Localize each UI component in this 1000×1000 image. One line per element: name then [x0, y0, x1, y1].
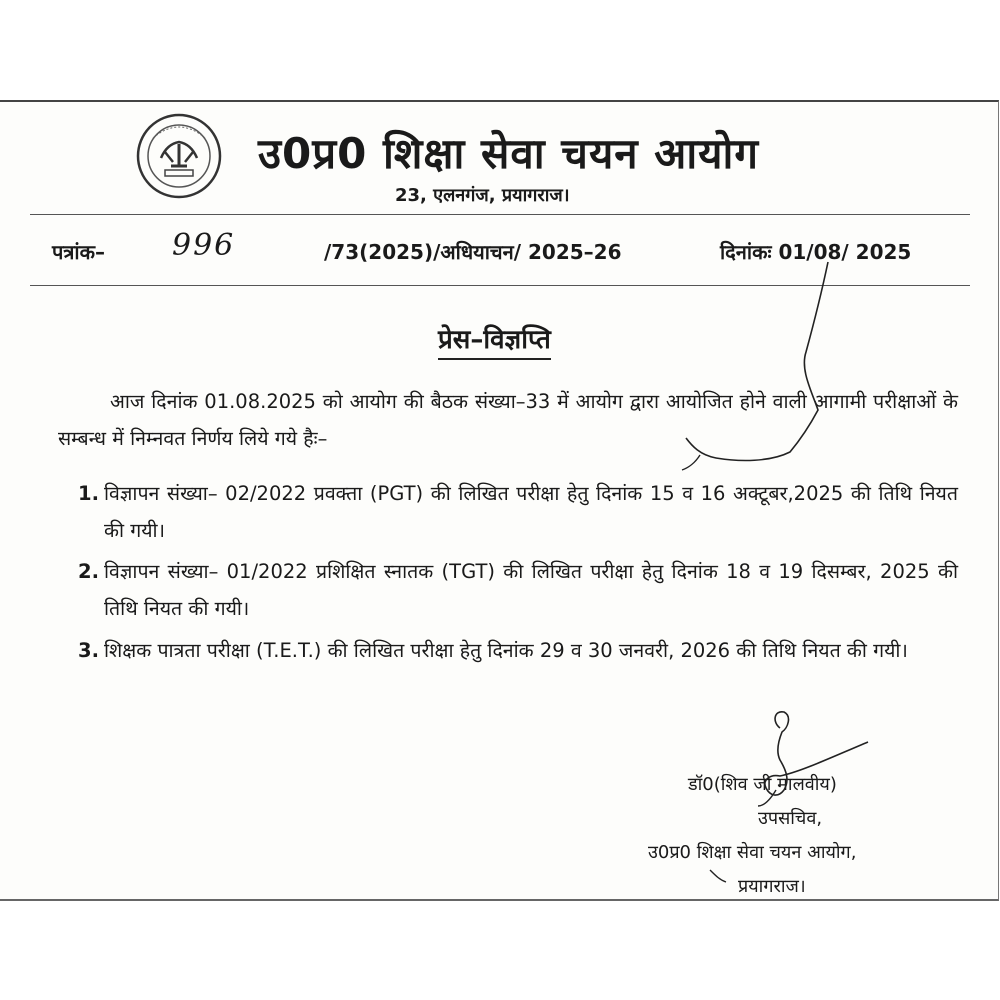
reference-divider [30, 285, 970, 286]
signatory-name: डॉ0(शिव जी मालवीय) [688, 774, 837, 795]
notice-heading: प्रेस–विज्ञप्ति [438, 320, 551, 360]
header-divider [30, 214, 970, 215]
list-item-number: 2. [78, 560, 99, 583]
signatory-place: प्रयागराज। [738, 876, 806, 897]
state-emblem-seal-icon [135, 112, 223, 200]
signatory-organization: उ0प्र0 शिक्षा सेवा चयन आयोग, [648, 842, 857, 863]
list-item-number: 1. [78, 482, 99, 505]
list-item-text: विज्ञापन संख्या– 02/2022 प्रवक्ता (PGT) की लिखित परीक्षा हेतु दिनांक 15 व 16 अक्टूबर,2025 की तिथि नियत की गयी। [104, 482, 958, 542]
intro-paragraph: आज दिनांक 01.08.2025 को आयोग की बैठक संख्या–33 में आयोग द्वारा आयोजित होने वाली आगामी परीक्षाओं के सम्बन्ध में निम्नवत निर्णय लिये गये हैः– [58, 390, 958, 450]
list-item [78, 553, 958, 627]
page-title: उ0प्र0 शिक्षा सेवा चयन आयोग [258, 129, 760, 178]
list-item-text: विज्ञापन संख्या– 01/2022 प्रशिक्षित स्नातक (TGT) की लिखित परीक्षा हेतु दिनांक 18 व 19 दिसम्बर, 2025 की तिथि नियत की गयी। [104, 560, 958, 620]
reference-code: /73(2025)/अधियाचन/ 2025–26 [324, 240, 622, 264]
reference-label: पत्रांक– [52, 240, 105, 264]
list-item-text: शिक्षक पात्रता परीक्षा (T.E.T.) की लिखित परीक्षा हेतु दिनांक 29 व 30 जनवरी, 2026 की तिथि नियत की गयी। [104, 639, 908, 662]
signatory-designation: उपसचिव, [758, 808, 823, 829]
reference-line [52, 228, 970, 272]
reference-number: 996 [172, 228, 236, 263]
list-item [78, 632, 958, 669]
list-item-number: 3. [78, 639, 99, 662]
reference-date: दिनांकः 01/08/ 2025 [720, 240, 912, 264]
office-address: 23, एलनगंज, प्रयागराज। [395, 185, 570, 206]
list-item [78, 475, 958, 549]
